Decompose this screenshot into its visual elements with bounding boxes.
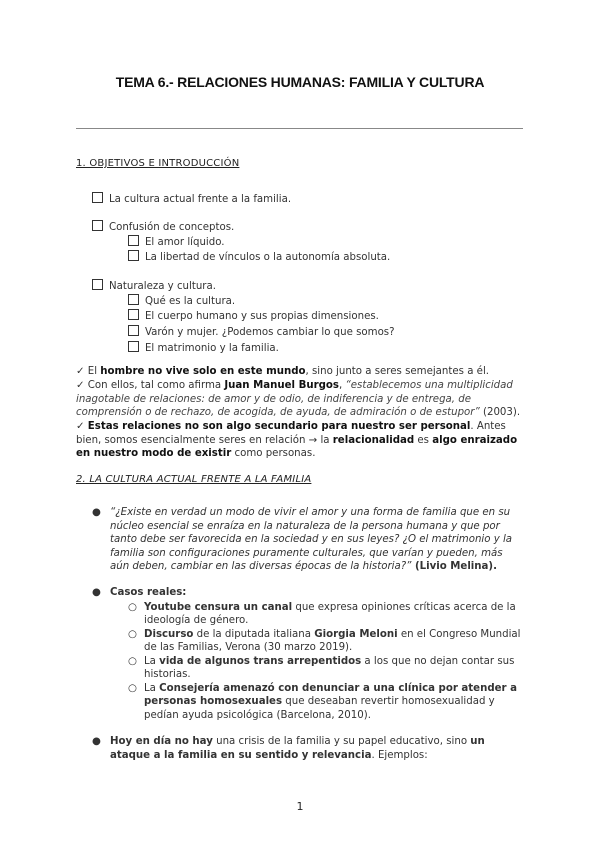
- checklist-subitem: Varón y mujer. ¿Podemos cambiar lo que somos?: [128, 325, 395, 339]
- bullet-dot-icon: ●: [92, 587, 101, 598]
- checklist-subitem: Qué es la cultura.: [128, 294, 235, 308]
- quote-author: (Livio Melina).: [411, 561, 497, 573]
- checkbox-icon: [128, 235, 139, 246]
- check-paragraph-2: ✓ Con ellos, tal como afirma Juan Manuel Burgos, “establecemos una multiplicidad inagotable de relaciones: de amor y de odio, de indiferencia y de entrega, de comprensión o de rechazo, de acogida, de ayuda, de admiración o de estupor” (2003).: [76, 380, 521, 419]
- checkmark-icon: ✓: [76, 421, 85, 432]
- section-heading-objetivos: 1. OBJETIVOS E INTRODUCCIÓN: [76, 158, 240, 169]
- checkbox-icon: [128, 341, 139, 352]
- checklist-subitem: El amor líquido.: [128, 235, 225, 249]
- title-divider: [76, 128, 523, 129]
- bullet-circle-icon: ○: [128, 683, 137, 694]
- bullet-circle-icon: ○: [128, 656, 137, 667]
- checkbox-icon: [128, 294, 139, 305]
- checklist-subitem: El cuerpo humano y sus propias dimensiones.: [128, 309, 379, 323]
- bullet-dot-icon: ●: [92, 736, 101, 747]
- check-paragraph-1: ✓ El hombre no vive solo en este mundo, sino junto a seres semejantes a él.: [76, 366, 490, 377]
- checkbox-icon: [92, 279, 103, 290]
- check-paragraph-3: ✓ Estas relaciones no son algo secundario para nuestro ser personal. Antes bien, somos esencialmente seres en relación → la relacionalidad es algo enraizado en nuestro modo de existir como personas.: [76, 421, 518, 460]
- checkmark-icon: ✓: [76, 366, 85, 377]
- page-title: TEMA 6.- RELACIONES HUMANAS: FAMILIA Y CULTURA: [115, 74, 485, 90]
- checkbox-icon: [128, 309, 139, 320]
- checkbox-icon: [128, 250, 139, 261]
- checklist-item: Confusión de conceptos.: [92, 220, 234, 234]
- bullet-circle-icon: ○: [128, 602, 137, 613]
- bullet-dot-icon: ●: [92, 507, 101, 518]
- section-heading-cultura: 2. LA CULTURA ACTUAL FRENTE A LA FAMILIA: [76, 474, 312, 485]
- checkbox-icon: [92, 220, 103, 231]
- page-number: 1: [296, 800, 304, 813]
- checklist-item: La cultura actual frente a la familia.: [92, 192, 291, 206]
- checkbox-icon: [92, 192, 103, 203]
- checklist-item: Naturaleza y cultura.: [92, 279, 216, 293]
- bullet-circle-icon: ○: [128, 629, 137, 640]
- checkmark-icon: ✓: [76, 380, 85, 391]
- checklist-subitem: La libertad de vínculos o la autonomía absoluta.: [128, 250, 390, 264]
- quote-text: “¿Existe en verdad un modo de vivir el amor y una forma de familia que en su núcleo esencial se enraíza en la naturaleza de la persona humana y que por tanto debe ser favorecida en la sociedad y en sus leyes? ¿O el matrimonio y la familia son configuraciones puramente culturales, que varían y pueden, más aún deben, cambiar en las diversas épocas de la historia?”: [110, 507, 513, 573]
- checkbox-icon: [128, 325, 139, 336]
- checklist-subitem: El matrimonio y la familia.: [128, 341, 279, 355]
